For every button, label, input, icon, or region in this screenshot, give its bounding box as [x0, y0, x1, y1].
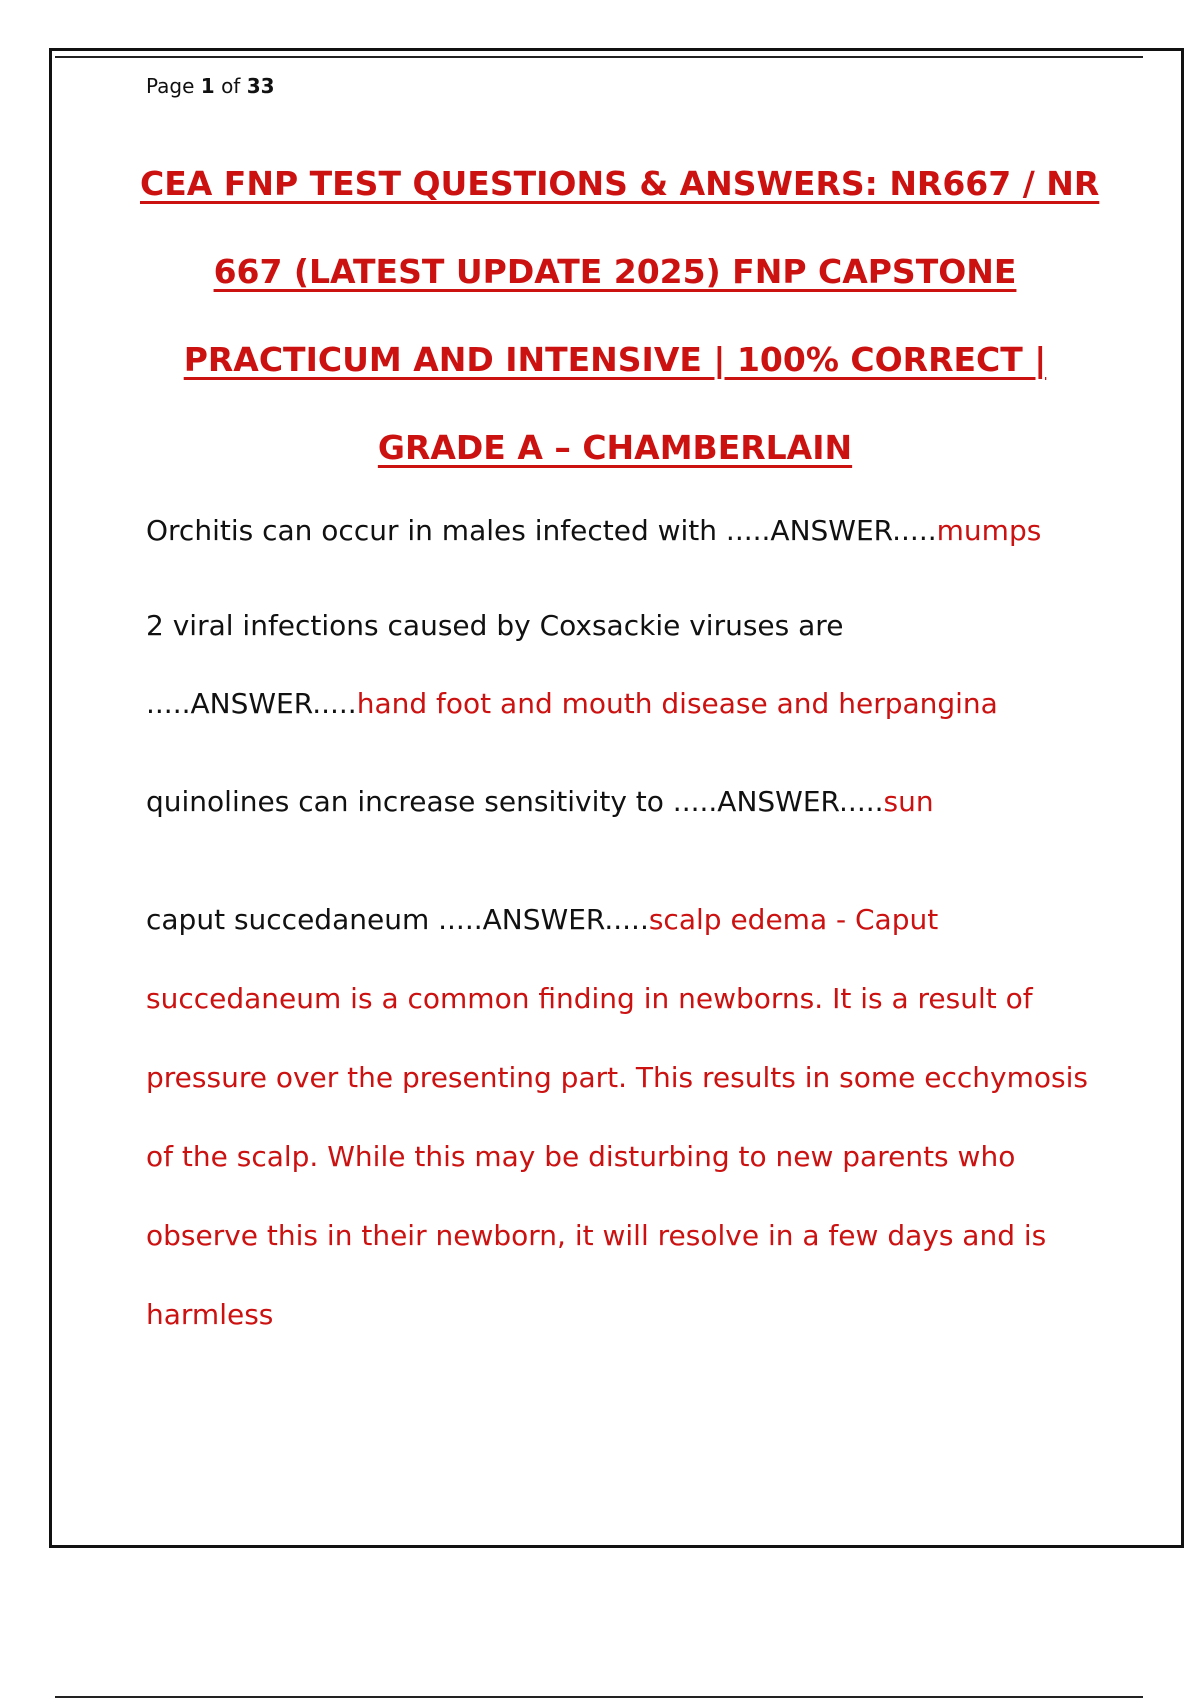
page-number: 1 [200, 74, 215, 98]
top-rule [55, 56, 1143, 58]
bottom-rule [55, 1696, 1143, 1698]
qa-item-1 [146, 514, 1106, 547]
of-word: of [221, 74, 241, 98]
question-text: 2 viral infections caused by Coxsackie viruses are [146, 609, 844, 642]
answer-text: sun [883, 785, 934, 818]
answer-line: observe this in their newborn, it will resolve in a few days and is [146, 1219, 1047, 1252]
page-total: 33 [246, 74, 275, 98]
answer-line: harmless [146, 1298, 274, 1331]
answer-marker: .....ANSWER..... [146, 687, 357, 720]
title-line-4: GRADE A – CHAMBERLAIN [377, 428, 853, 467]
question-text: quinolines can increase sensitivity to .....ANSWER..... [146, 785, 884, 818]
qa-item-2 [146, 609, 1106, 720]
question-text: Orchitis can occur in males infected with .....ANSWER..... [146, 514, 937, 547]
qa-item-3 [146, 785, 1106, 818]
question-text: caput succedaneum .....ANSWER..... [146, 903, 649, 936]
answer-line: succedaneum is a common finding in newborns. It is a result of [146, 982, 1033, 1015]
answer-text: hand foot and mouth disease and herpangina [356, 687, 998, 720]
answer-text: scalp edema - Caput [648, 903, 939, 936]
answer-text: mumps [936, 514, 1042, 547]
title-line-3: PRACTICUM AND INTENSIVE | 100% CORRECT | [183, 340, 1047, 379]
answer-line: pressure over the presenting part. This results in some ecchymosis [146, 1061, 1088, 1094]
title-line-2: 667 (LATEST UPDATE 2025) FNP CAPSTONE [213, 252, 1017, 291]
page-counter [146, 74, 275, 98]
qa-item-4 [146, 880, 1106, 1354]
answer-line: of the scalp. While this may be disturbing to new parents who [146, 1140, 1016, 1173]
document-title [140, 140, 1100, 492]
title-line-1: CEA FNP TEST QUESTIONS & ANSWERS: NR667 / NR [140, 164, 1100, 203]
page-word: Page [146, 74, 195, 98]
